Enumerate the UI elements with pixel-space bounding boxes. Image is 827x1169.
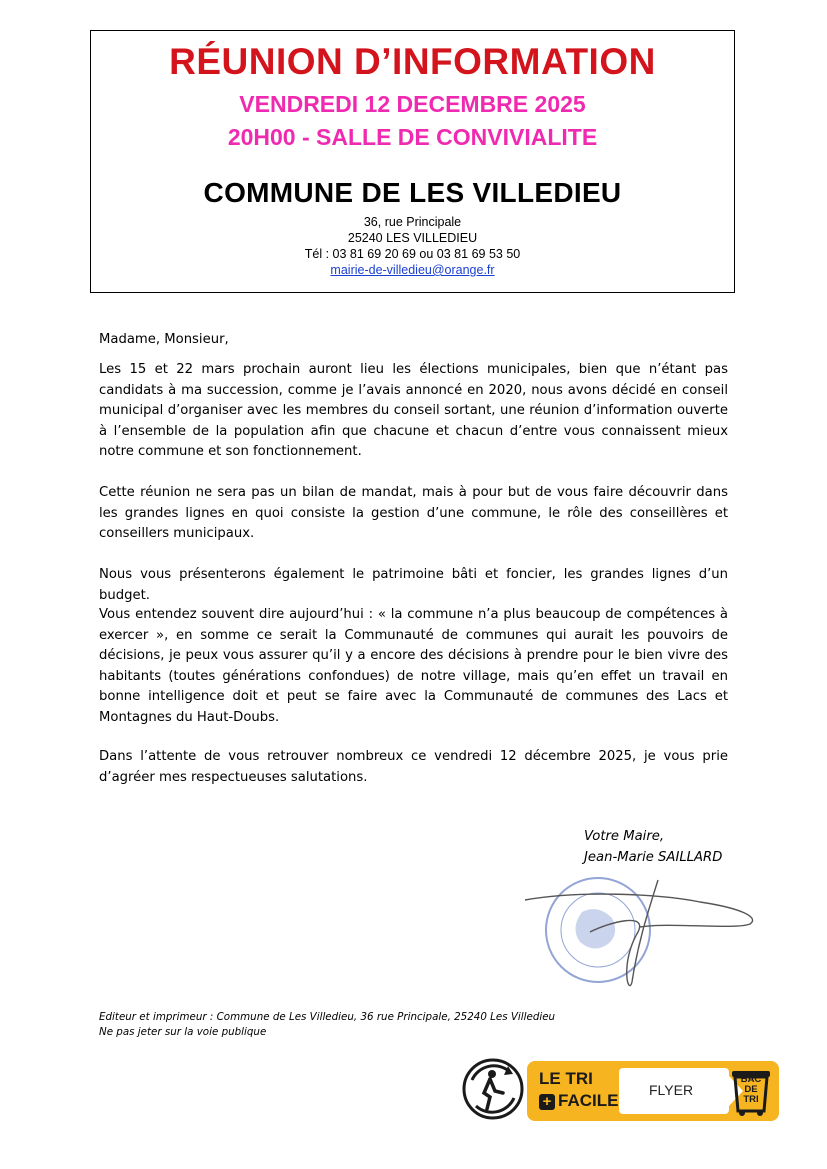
event-date: VENDREDI 12 DECEMBRE 2025	[239, 91, 586, 117]
disposal-note: Ne pas jeter sur la voie publique	[99, 1026, 267, 1038]
letter-greeting: Madame, Monsieur,	[99, 332, 229, 347]
publisher-note: Editeur et imprimeur : Commune de Les Villedieu, 36 rue Principale, 25240 Les Villedieu	[99, 1011, 556, 1023]
tri-label-bottom	[539, 1091, 618, 1111]
bin-label-2: DE	[744, 1084, 758, 1095]
bin-label-3: TRI	[743, 1094, 759, 1105]
signature-role: Votre Maire,	[584, 829, 665, 844]
recycle-icon	[462, 1058, 524, 1120]
plus-icon: +	[539, 1094, 555, 1110]
page-title: RÉUNION D’INFORMATION	[169, 41, 656, 82]
address-city: 25240 LES VILLEDIEU	[347, 231, 478, 245]
letter-paragraph-1: Les 15 et 22 mars prochain auront lieu les élections municipales, bien que n’étant pas candidats à ma succession, comme je l’avais annoncé en 2020, nous avons décidé en conseil municipal d’organiser avec les membres du conseil sortant, une réunion d’information ouverte à l’ensemble de la population afin que chacune et chacun d’entre vous connaissent mieux notre commune et son fonctionnement.	[99, 362, 728, 459]
phone-numbers: Tél : 03 81 69 20 69 ou 03 81 69 53 50	[304, 247, 521, 261]
tri-label-facile: FACILE	[558, 1091, 619, 1110]
address-street: 36, rue Principale	[363, 215, 462, 229]
letter-paragraph-5: Dans l’attente de vous retrouver nombreux ce vendredi 12 décembre 2025, je vous prie d’agréer mes respectueuses salutations.	[99, 749, 728, 785]
handwritten-signature	[525, 880, 753, 986]
letter-paragraph-3: Nous vous présenterons également le patrimoine bâti et foncier, les grandes lignes d’un budget.	[99, 567, 728, 603]
letter-paragraph-4: Vous entendez souvent dire aujourd’hui : « la commune n’a plus beaucoup de compétences à exercer », en somme ce serait la Communauté de communes qui aurait les pouvoirs de décisions, je peux vous assurer qu’il y a encore des décisions à prendre pour le bien vivre des habitants (toutes générations confondues) de notre village, mais qu’en effet un travail en bonne intelligence doit et peut se faire avec la Communauté de communes des Lacs et Montagnes du Haut-Doubs.	[99, 607, 728, 725]
signature-name: Jean-Marie SAILLARD	[584, 850, 723, 865]
tri-facile-banner	[527, 1061, 779, 1121]
product-label: FLYER	[649, 1082, 694, 1098]
product-box	[619, 1068, 729, 1114]
bin-label-1: BAC	[740, 1074, 762, 1085]
header-box	[90, 30, 735, 293]
commune-name: COMMUNE DE LES VILLEDIEU	[203, 177, 622, 208]
tri-label-top: LE TRI	[539, 1069, 593, 1088]
email-link[interactable]: mairie-de-villedieu@orange.fr	[330, 263, 495, 277]
letter-paragraph-2: Cette réunion ne sera pas un bilan de mandat, mais à pour but de vous faire découvrir dans les grandes lignes en quoi consiste la gestion d’une commune, le rôle des conseillères et conseillers municipaux.	[99, 485, 728, 541]
event-time-place: 20H00 - SALLE DE CONVIVIALITE	[227, 124, 598, 150]
mairie-stamp-signature	[520, 872, 770, 1002]
